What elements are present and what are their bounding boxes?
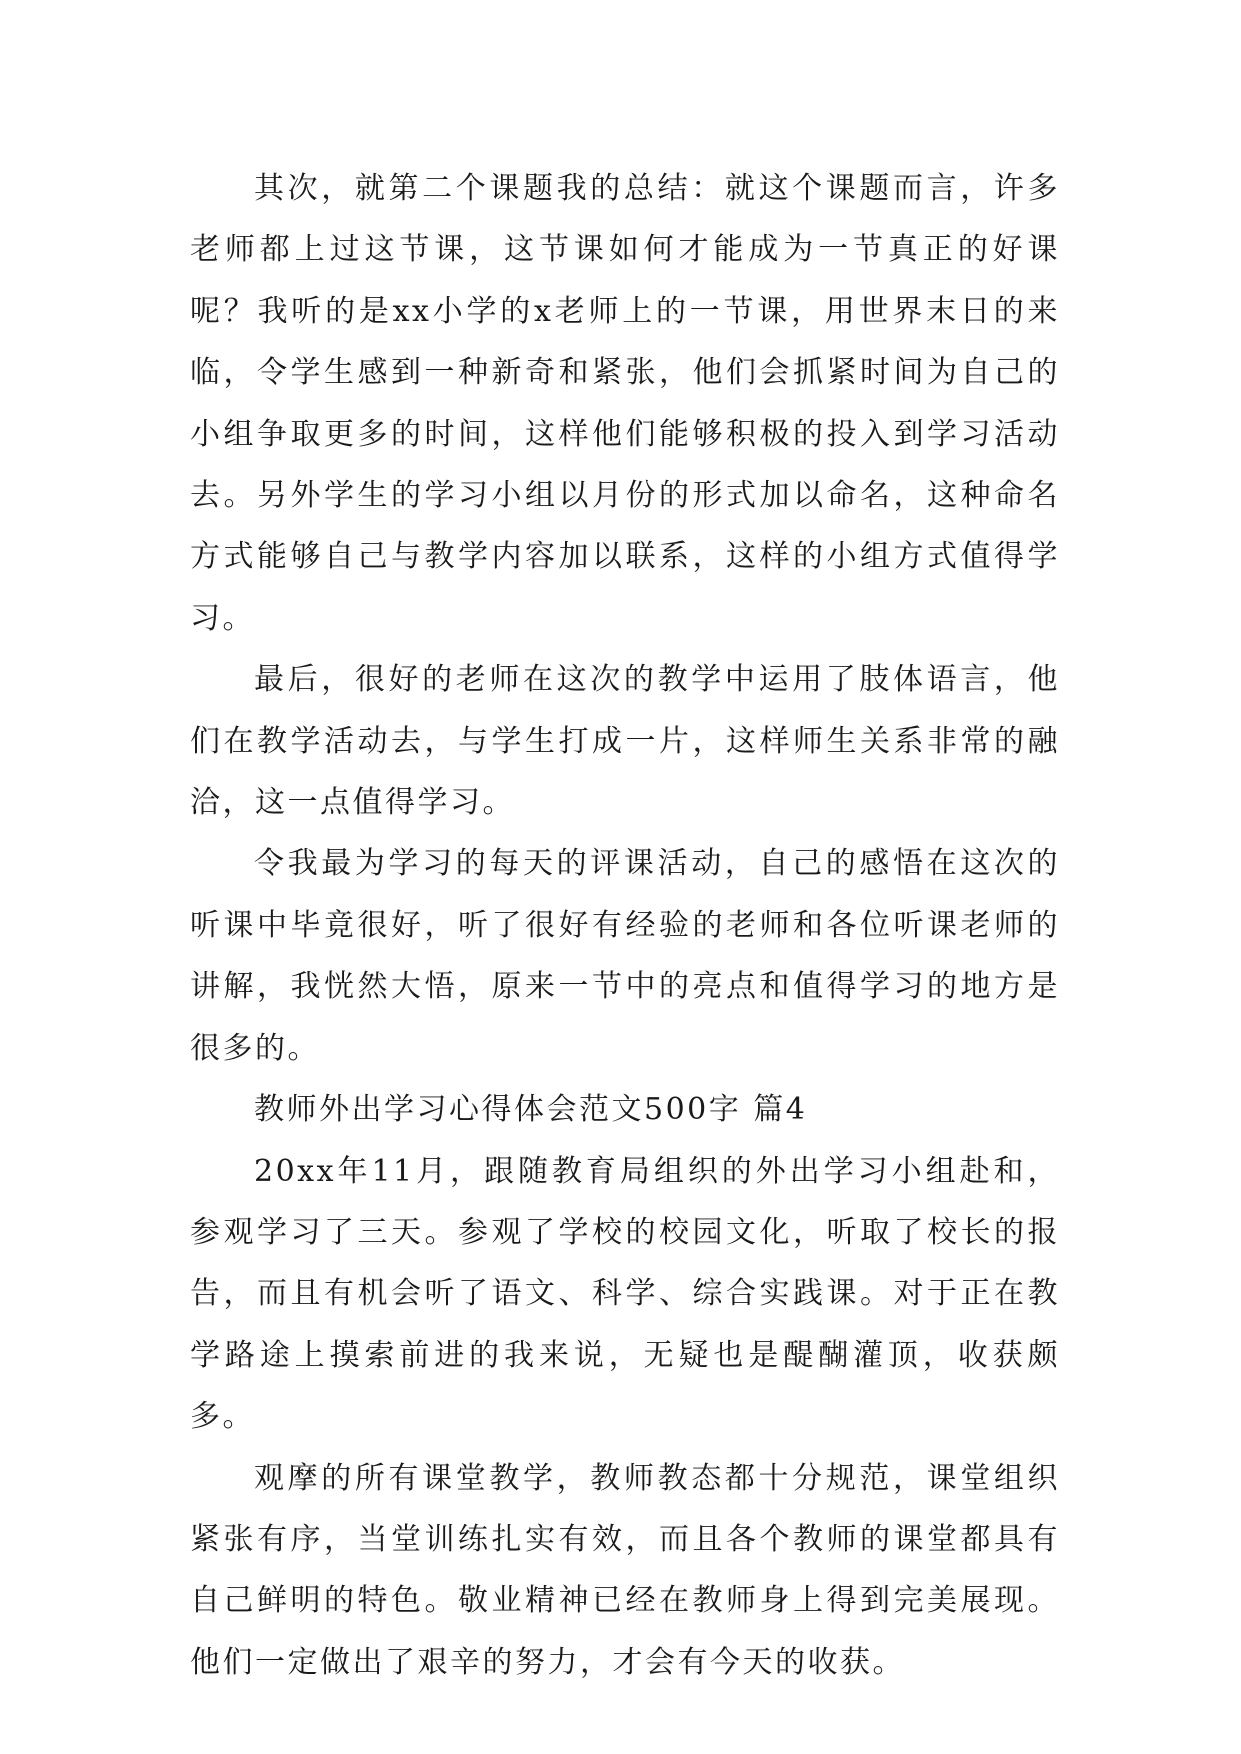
document-body [190,158,1060,1693]
paragraph-second-topic-summary: 其次，就第二个课题我的总结：就这个课题而言，许多老师都上过这节课，这节课如何才能成为一节真正的好课呢？我听的是xx小学的x老师上的一节课，用世界末日的来临，令学生感到一种新奇和紧张，他们会抓紧时间为自己的小组争取更多的时间，这样他们能够积极的投入到学习活动去。另外学生的学习小组以月份的形式加以命名，这种命名方式能够自己与教学内容加以联系，这样的小组方式值得学习。 [190,171,1060,636]
section-heading: 教师外出学习心得体会范文500字 篇4 [254,1092,808,1128]
paragraph-body-language: 最后，很好的老师在这次的教学中运用了肢体语言，他们在教学活动去，与学生打成一片，这样师生关系非常的融洽，这一点值得学习。 [190,662,1060,821]
paragraph-study-trip: 20xx年11月，跟随教育局组织的外出学习小组赴和，参观学习了三天。参观了学校的校园文化，听取了校长的报告，而且有机会听了语文、科学、综合实践课。对于正在教学路途上摸索前进的我来说，无疑也是醍醐灌顶，收获颇多。 [190,1153,1060,1435]
paragraph-classroom-observation: 观摩的所有课堂教学，教师教态都十分规范，课堂组织紧张有序，当堂训练扎实有效，而且各个教师的课堂都具有自己鲜明的特色。敬业精神已经在教师身上得到完美展现。他们一定做出了艰辛的努力，才会有今天的收获。 [190,1460,1060,1680]
paragraph-lesson-review: 令我最为学习的每天的评课活动，自己的感悟在这次的听课中毕竟很好，听了很好有经验的老师和各位听课老师的讲解，我恍然大悟，原来一节中的亮点和值得学习的地方是很多的。 [190,846,1060,1066]
